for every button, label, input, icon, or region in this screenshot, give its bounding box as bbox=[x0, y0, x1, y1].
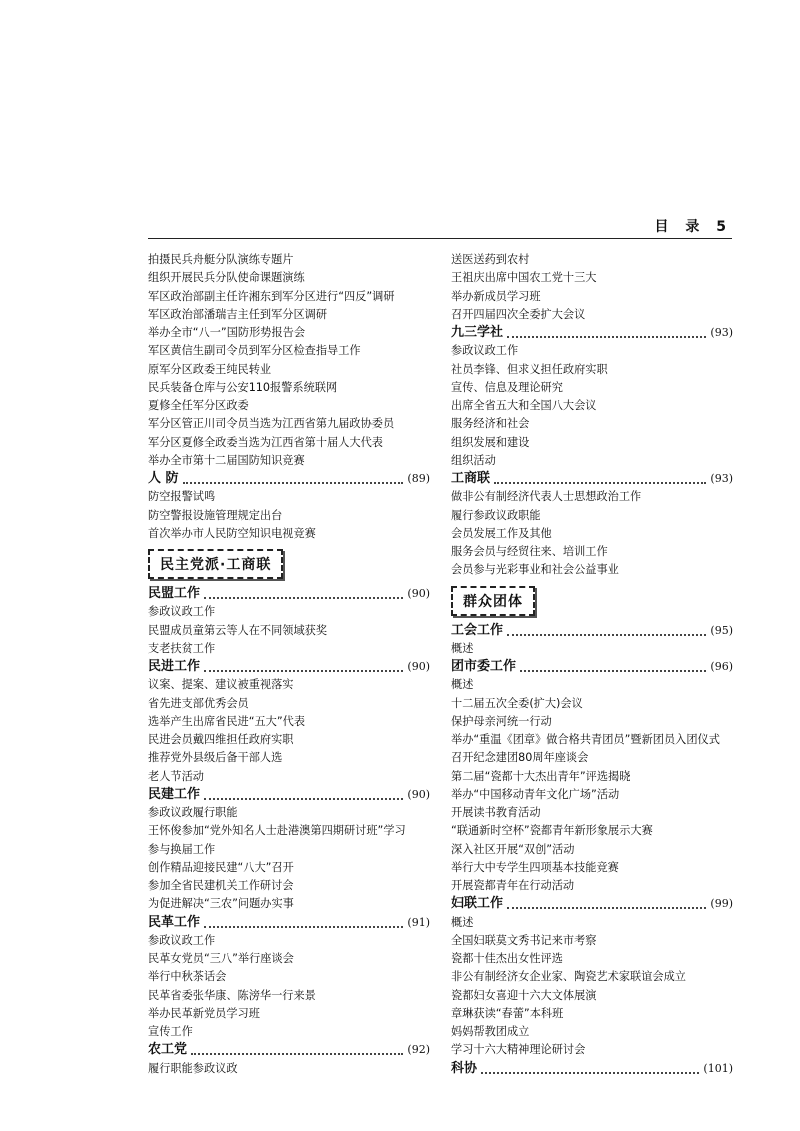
toc-entry: 举行大中专学生四项基本技能竞赛 bbox=[451, 860, 619, 874]
toc-entry: 瓷都十佳杰出女性评选 bbox=[451, 952, 563, 965]
toc-section-heading bbox=[148, 786, 430, 804]
toc-entry: 军分区夏修全政委当选为江西省第十届人大代表 bbox=[148, 435, 383, 449]
section-title: 农工党 bbox=[148, 1042, 188, 1058]
toc-entry: 原军分区政委王纯民转业 bbox=[148, 362, 272, 376]
section-title: 科协 bbox=[451, 1060, 478, 1076]
section-page-number: (90) bbox=[407, 587, 430, 600]
toc-entry: 民革省委张华康、陈滂华一行来景 bbox=[148, 988, 316, 1002]
category-banner bbox=[148, 543, 430, 585]
toc-entry: 推荐党外县级后备干部人选 bbox=[148, 751, 283, 765]
section-title: 团市委工作 bbox=[451, 659, 517, 674]
dot-leader bbox=[481, 1064, 699, 1074]
section-page-number: (91) bbox=[407, 915, 430, 929]
toc-entry: 组织发展和建设 bbox=[451, 435, 530, 449]
toc-entry: 民兵装备仓库与公安110报警系统联网 bbox=[148, 380, 338, 394]
toc-entry: 参政议政履行职能 bbox=[148, 806, 238, 819]
toc-entry: 军分区管正川司令员当选为江西省第九届政协委员 bbox=[148, 417, 395, 431]
section-page-number: (92) bbox=[407, 1043, 430, 1057]
toc-entry: 民进会员戴四维担任政府实职 bbox=[148, 733, 294, 746]
toc-entry: 会员发展工作及其他 bbox=[451, 526, 552, 540]
toc-entry: 深入社区开展“双创”活动 bbox=[451, 842, 575, 856]
toc-entry: 民盟成员童第云等人在不同领域获奖 bbox=[148, 623, 328, 637]
toc-section-heading bbox=[451, 622, 733, 640]
section-page-number: (93) bbox=[710, 326, 733, 339]
toc-section-heading bbox=[148, 585, 430, 603]
dot-leader bbox=[191, 1045, 403, 1055]
toc-entry: 宣传、信息及理论研究 bbox=[451, 380, 563, 394]
toc-entry: 举办全市第十二届国防知识竞赛 bbox=[148, 453, 305, 467]
section-title: 妇联工作 bbox=[451, 896, 504, 912]
toc-entry: 选举产生出席省民进“五大”代表 bbox=[148, 714, 306, 728]
toc-entry: 章琳获读“春蕾”本科班 bbox=[451, 1006, 564, 1020]
toc-entry: 参政议政工作 bbox=[148, 933, 216, 947]
toc-entry: 防空警报设施管理规定出台 bbox=[148, 508, 283, 522]
category-banner bbox=[451, 580, 733, 622]
toc-section-heading bbox=[148, 470, 430, 488]
toc-entry: 开展瓷都青年在行动活动 bbox=[451, 879, 575, 892]
toc-entry: 参政议政工作 bbox=[451, 344, 519, 358]
toc-entry: 举办新成员学习班 bbox=[451, 289, 541, 303]
section-page-number: (93) bbox=[710, 472, 733, 485]
section-title: 工会工作 bbox=[451, 622, 504, 638]
toc-entry: 民革女党员“三八”举行座谈会 bbox=[148, 952, 294, 965]
toc-section-heading bbox=[148, 1041, 430, 1059]
running-header: 目 录 5 bbox=[654, 219, 732, 235]
page-header bbox=[148, 214, 732, 239]
toc-entry: 保护母亲河统一行动 bbox=[451, 714, 552, 728]
section-page-number: (99) bbox=[710, 897, 733, 911]
toc-entry: 组织开展民兵分队使命课题演练 bbox=[148, 271, 305, 285]
dot-leader bbox=[204, 918, 403, 928]
toc-entry: 军区政治部潘瑞吉主任到军分区调研 bbox=[148, 307, 328, 321]
toc-entry: 王怀俊参加“党外知名人士赴港澳第四期研讨班”学习 bbox=[148, 824, 406, 838]
toc-entry: 防空报警试鸣 bbox=[148, 490, 216, 504]
toc-entry: 议案、提案、建议被重视落实 bbox=[148, 678, 294, 692]
toc-section-heading bbox=[451, 1060, 733, 1078]
section-title: 人 防 bbox=[148, 471, 179, 486]
toc-section-heading bbox=[148, 658, 430, 676]
toc-entry: 十二届五次全委(扩大)会议 bbox=[451, 696, 583, 710]
toc-entry: “联通新时空杯”瓷都青年新形象展示大赛 bbox=[451, 824, 653, 838]
toc-entry: 学习十六大精神理论研讨会 bbox=[451, 1043, 586, 1057]
toc-entry: 召开四届四次全委扩大会议 bbox=[451, 307, 586, 321]
toc-entry: 省先进支部优秀会员 bbox=[148, 696, 249, 710]
toc-entry: 送医送药到农村 bbox=[451, 253, 530, 266]
toc-entry: 第二届“瓷都十大杰出青年”评选揭晓 bbox=[451, 769, 631, 783]
toc-entry: 军区政治部副主任许湘东到军分区进行“四反”调研 bbox=[148, 289, 395, 303]
dot-leader bbox=[204, 662, 403, 672]
section-page-number: (90) bbox=[407, 787, 430, 801]
toc-entry: 概述 bbox=[451, 641, 474, 655]
toc-entry: 服务经济和社会 bbox=[451, 417, 530, 431]
toc-entry: 王祖庆出席中国农工党十三大 bbox=[451, 271, 597, 285]
toc-entry: 拍摄民兵舟艇分队演练专题片 bbox=[148, 253, 294, 266]
toc-entry: 老人节活动 bbox=[148, 769, 204, 783]
toc-entry: 履行职能参政议政 bbox=[148, 1061, 238, 1075]
left-column bbox=[148, 251, 430, 1078]
toc-entry: 宣传工作 bbox=[148, 1025, 193, 1038]
dot-leader bbox=[520, 662, 706, 672]
toc-entry: 概述 bbox=[451, 678, 474, 692]
section-page-number: (89) bbox=[407, 472, 430, 485]
toc-section-heading bbox=[451, 895, 733, 913]
category-banner-label: 民主党派·工商联 bbox=[148, 549, 283, 579]
section-title: 民建工作 bbox=[148, 786, 201, 802]
toc-section-heading bbox=[148, 914, 430, 932]
section-page-number: (90) bbox=[407, 660, 430, 673]
toc-entry: 夏修全任军分区政委 bbox=[148, 399, 249, 412]
toc-entry: 举办民革新党员学习班 bbox=[148, 1006, 260, 1020]
toc-entry: 妈妈帮教团成立 bbox=[451, 1025, 530, 1038]
dot-leader bbox=[494, 474, 706, 484]
toc-section-heading bbox=[451, 470, 733, 488]
toc-entry: 开展读书教育活动 bbox=[451, 806, 541, 819]
toc-entry: 举行中秋茶话会 bbox=[148, 970, 227, 984]
dot-leader bbox=[204, 790, 403, 800]
section-title: 民革工作 bbox=[148, 914, 201, 930]
toc-entry: 出席全省五大和全国八大会议 bbox=[451, 399, 597, 412]
toc-entry: 举办“中国移动青年文化广场”活动 bbox=[451, 787, 620, 801]
toc-entry: 服务会员与经贸往来、培训工作 bbox=[451, 545, 608, 558]
section-page-number: (95) bbox=[710, 623, 733, 637]
toc-entry: 举办“重温《团章》做合格共青团员”暨新团员入团仪式 bbox=[451, 733, 720, 746]
toc-entry: 非公有制经济女企业家、陶瓷艺术家联谊会成立 bbox=[451, 970, 686, 984]
toc-section-heading bbox=[451, 324, 733, 342]
toc-section-heading bbox=[451, 658, 733, 676]
toc-entry: 全国妇联莫文秀书记来市考察 bbox=[451, 933, 597, 947]
toc-entry: 参与换届工作 bbox=[148, 842, 216, 856]
dot-leader bbox=[183, 474, 404, 484]
toc-entry: 概述 bbox=[451, 915, 474, 929]
toc-entry: 军区黄信生副司令员到军分区检查指导工作 bbox=[148, 344, 361, 358]
section-page-number: (101) bbox=[703, 1061, 733, 1075]
section-title: 九三学社 bbox=[451, 325, 504, 340]
toc-entry: 为促进解决“三农”问题办实事 bbox=[148, 897, 294, 911]
dot-leader bbox=[507, 328, 706, 338]
category-banner-label: 群众团体 bbox=[451, 586, 535, 616]
section-title: 民盟工作 bbox=[148, 586, 201, 601]
dot-leader bbox=[507, 899, 706, 909]
toc-entry: 会员参与光彩事业和社会公益事业 bbox=[451, 563, 619, 577]
dot-leader bbox=[204, 589, 403, 599]
toc-entry: 支老扶贫工作 bbox=[148, 641, 216, 655]
toc-entry: 举办全市“八一”国防形势报告会 bbox=[148, 326, 306, 339]
toc-entry: 组织活动 bbox=[451, 453, 496, 467]
toc-entry: 做非公有制经济代表人士思想政治工作 bbox=[451, 490, 642, 504]
toc-entry: 瓷都妇女喜迎十六大文体展演 bbox=[451, 988, 597, 1002]
dot-leader bbox=[507, 626, 706, 636]
toc-entry: 首次举办市人民防空知识电视竞赛 bbox=[148, 526, 316, 540]
toc-entry: 召开纪念建团80周年座谈会 bbox=[451, 751, 589, 765]
section-title: 民进工作 bbox=[148, 659, 201, 674]
toc-entry: 参加全省民建机关工作研讨会 bbox=[148, 879, 294, 892]
right-column bbox=[451, 251, 733, 1078]
section-title: 工商联 bbox=[451, 471, 491, 486]
toc-entry: 创作精品迎接民建“八大”召开 bbox=[148, 860, 294, 874]
toc-entry: 社员李锋、但求义担任政府实职 bbox=[451, 362, 608, 376]
section-page-number: (96) bbox=[710, 660, 733, 673]
toc-entry: 参政议政工作 bbox=[148, 605, 216, 619]
toc-entry: 履行参政议政职能 bbox=[451, 508, 541, 522]
